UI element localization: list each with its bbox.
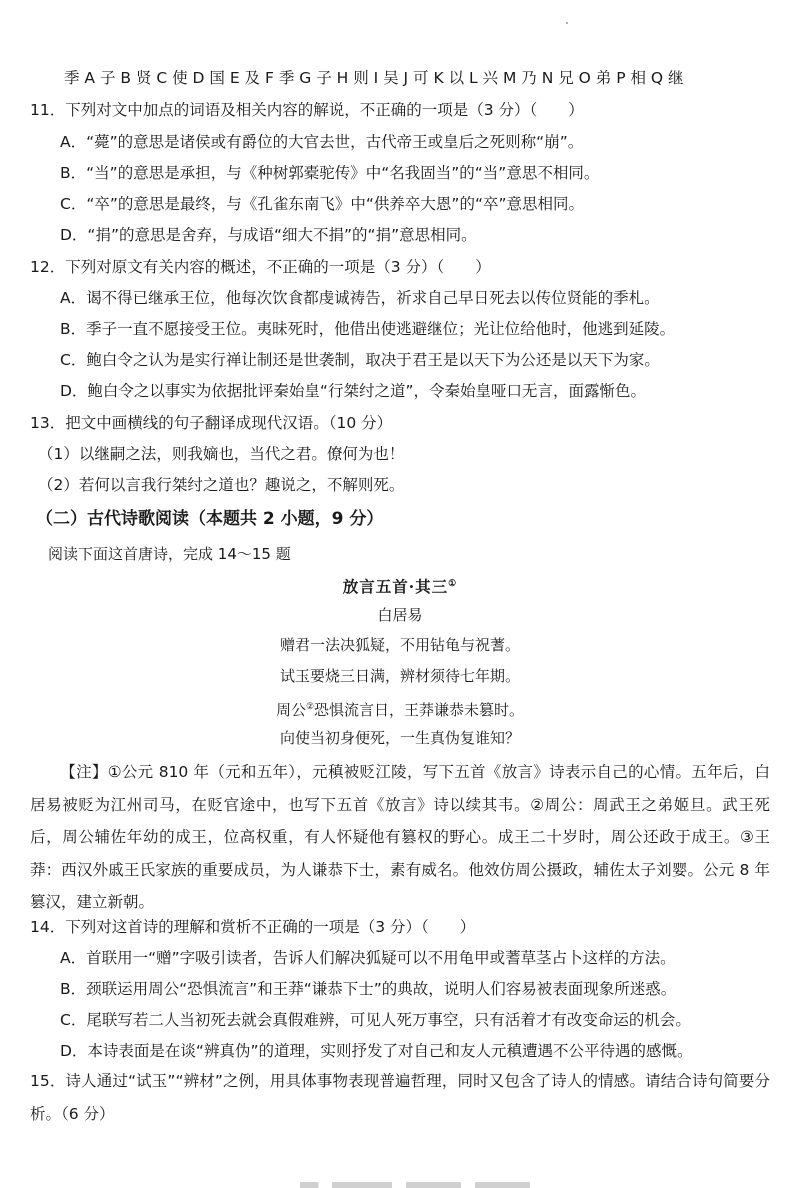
poem-title-text: 放言五首·其三: [342, 577, 449, 597]
poem-line-3-footnote-mark: ②: [305, 702, 315, 712]
section-heading: （二）古代诗歌阅读（本题共 2 小题，9 分）: [36, 509, 384, 529]
poem-line-3-start: 周公: [275, 701, 306, 719]
poem-author: 白居易: [377, 606, 423, 624]
question-11-stem: 11．下列对文中加点的词语及相关内容的解说，不正确的一项是（3 分）（ ）: [30, 101, 584, 119]
question-14-option-b: B．颈联运用周公“恐惧流言”和王莽“谦恭下士”的典故，说明人们容易被表面现象所迷惑。: [60, 980, 677, 998]
poem-title: [0, 574, 800, 597]
question-12-option-b: B．季子一直不愿接受王位。夷昧死时，他借出使逃避继位；光让位给他时，他逃到延陵。: [60, 320, 676, 338]
poem-line-3-end: 恐惧流言日，王莽谦恭未篡时。: [314, 701, 525, 719]
question-11-option-c: C．“卒”的意思是最终，与《孔雀东南飞》中“供养卒大恩”的“卒”意思相同。: [60, 195, 585, 213]
question-11-option-d: D．“捐”的意思是舍弃，与成语“细大不捐”的“捐”意思相同。: [60, 226, 477, 244]
scan-dot: [566, 22, 568, 24]
question-11-option-b: B．“当”的意思是承担，与《种树郭橐驼传》中“名我固当”的“当”意思不相同。: [60, 164, 600, 182]
question-14-stem: 14．下列对这首诗的理解和赏析不正确的一项是（3 分）（ ）: [30, 918, 476, 936]
question-12-option-a: A．谒不得已继承王位，他每次饮食都虔诚祷告，祈求自己早日死去以传位贤能的季札。: [60, 289, 660, 307]
page-footer: [300, 1182, 530, 1188]
poem-line-1: 赠君一法决狐疑，不用钻龟与祝蓍。: [279, 636, 520, 654]
question-12-option-c: C．鲍白令之认为是实行禅让制还是世袭制，取决于君王是以天下为公还是以天下为家。: [60, 351, 660, 369]
question-12-stem: 12．下列对原文有关内容的概述，不正确的一项是（3 分）（ ）: [30, 258, 491, 276]
question-15: 15．诗人通过“试玉”“辨材”之例，用具体事物表现普遍哲理，同时又包含了诗人的情感。请结合诗句简要分析。（6 分）: [30, 1072, 770, 1123]
question-13-item-2: （2）若何以言我行桀纣之道也？趣说之，不解则死。: [38, 476, 405, 494]
poem-annotation-text: 【注】①公元 810 年（元和五年），元稹被贬江陵，写下五首《放言》诗表示自己的心情。五年后，白居易被贬为江州司马，在贬官途中，也写下五首《放言》诗以续其韦。②周公：周武王之弟姬旦。武王死后，周公辅佐年幼的成王，位高权重，有人怀疑他有篡权的野心。成王二十岁时，周公还政于成王。③王莽：西汉外戚王氏家族的重要成员，为人谦恭下士，素有威名。他效仿周公摄政，辅佐太子刘婴。公元 8 年篡汉，建立新朝。: [30, 763, 770, 911]
question-14-option-c: C．尾联写若二人当初死去就会真假难辨，可见人死万事空，只有活着才有改变命运的机会。: [60, 1011, 691, 1029]
poem-line-3: [0, 697, 800, 720]
poem-title-footnote-mark: ①: [448, 579, 458, 589]
question-14-option-a: A．首联用一“赠”字吸引读者，告诉人们解决狐疑可以不用龟甲或蓍草茎占卜这样的方法。: [60, 949, 676, 967]
question-13-item-1: （1）以继嗣之法，则我嫡也，当代之君。僚何为也！: [38, 445, 405, 463]
question-12-option-d: D．鲍白令之以事实为依据批评秦始皇“行桀纣之道”，令秦始皇哑口无言，面露惭色。: [60, 382, 646, 400]
reading-instruction: 阅读下面这首唐诗，完成 14～15 题: [48, 545, 291, 563]
poem-annotation: [30, 756, 770, 919]
question-11-option-a: A．“薨”的意思是诸侯或有爵位的大官去世，古代帝王或皇后之死则称“崩”。: [60, 133, 584, 151]
poem-line-2: 试玉要烧三日满，辨材须待七年期。: [279, 667, 520, 685]
question-13-stem: 13．把文中画横线的句子翻译成现代汉语。（10 分）: [30, 414, 393, 432]
answer-choices-line: 季 A 子 B 贤 C 使 D 国 E 及 F 季 G 子 H 则 I 吴 J 可 K 以 L 兴 M 乃 N 兄 O 弟 P 相 Q 继: [64, 69, 684, 87]
poem-line-4: 向使当初身便死，一生真伪复谁知？: [279, 729, 520, 747]
question-14-option-d: D．本诗表面是在谈“辨真伪”的道理，实则抒发了对自己和友人元稹遭遇不公平待遇的感慨。: [60, 1042, 693, 1060]
